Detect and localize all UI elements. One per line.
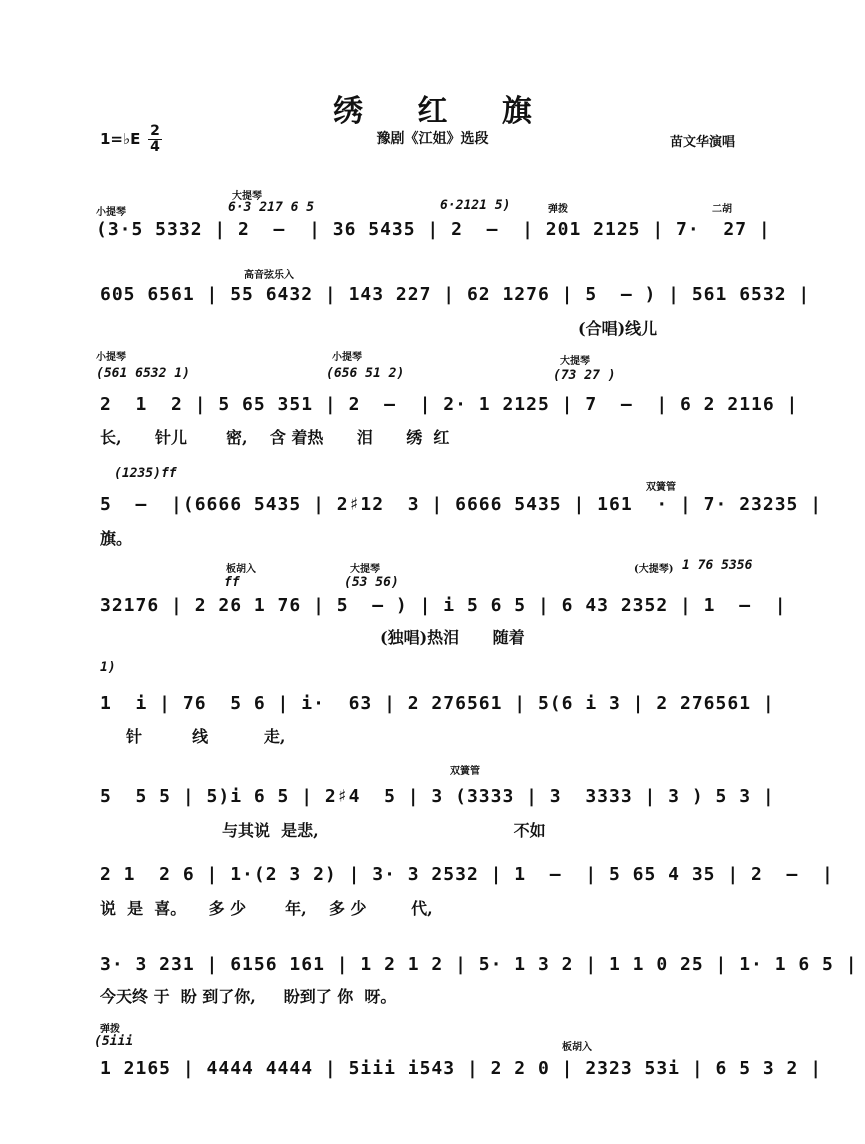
ornament-line: (53 56) — [344, 575, 399, 590]
notation-line: 1 i | 76 5 6 | i· 63 | 2 276561 | 5(6 i 3 | 2 276561 | — [100, 693, 775, 714]
ornament-line: (73 27 ) — [553, 368, 616, 383]
notation-line: 2 1 2 6 | 1·(2 3 2) | 3· 3 2532 | 1 – | 5 65 4 35 | 2 – | — [100, 864, 834, 885]
ornament-line: (1235)ff — [114, 466, 177, 481]
instrument-cue: 双簧管 — [646, 482, 676, 493]
subtitle: 豫剧《江姐》选段 — [376, 131, 489, 147]
instrument-cue: 弹拨 — [100, 1024, 120, 1035]
lyrics-line: 与其说 是悲, 不如 — [222, 821, 546, 840]
instrument-cue: 高音弦乐入 — [244, 270, 294, 281]
ornament-line: (561 6532 1) — [96, 366, 190, 381]
lyrics-line: 今天终 于 盼 到了你, 盼到了 你 呀。 — [100, 987, 397, 1006]
instrument-cue: 小提琴 — [96, 207, 126, 218]
time-signature-bottom: 4 — [148, 139, 162, 155]
key-signature: 1=♭E — [100, 130, 141, 148]
instrument-cue: 二胡 — [712, 204, 732, 215]
notation-line: 5 – |(6666 5435 | 2♯12 3 | 6666 5435 | 161 · | 7· 23235 | — [100, 494, 823, 515]
instrument-cue: 双簧管 — [450, 766, 480, 777]
instrument-cue: 板胡入 — [562, 1042, 592, 1053]
instrument-cue: 弹拨 — [548, 204, 568, 215]
notation-line: (3·5 5332 | 2 – | 36 5435 | 2 – | 201 2125 | 7· 27 | — [96, 219, 771, 240]
song-title: 绣 红 旗 — [333, 94, 554, 129]
instrument-cue: (大提琴) — [634, 564, 674, 575]
lyrics-line: 旗。 — [100, 529, 133, 548]
ornament-line: (5iii — [94, 1034, 134, 1049]
notation-line: 2 1 2 | 5 65 351 | 2 – | 2· 1 2125 | 7 – | 6 2 2116 | — [100, 394, 799, 415]
lyrics-line: (独唱)热泪 随着 — [380, 628, 525, 647]
notation-line: 32176 | 2 26 1 76 | 5 – ) | i 5 6 5 | 6 43 2352 | 1 – | — [100, 595, 787, 616]
time-signature-top: 2 — [150, 123, 160, 139]
performer-credit: 苗文华演唱 — [670, 135, 736, 150]
lyrics-line: 长, 针儿 密, 含 着热 泪 绣 红 — [100, 428, 450, 447]
lyrics-line: (合唱)线儿 — [578, 319, 658, 338]
ornament-line: ff — [224, 575, 240, 590]
instrument-cue: 小提琴 — [96, 352, 126, 363]
ornament-line: 6·2121 5) — [440, 198, 511, 213]
notation-line: 605 6561 | 55 6432 | 143 227 | 62 1276 | 5 – ) | 561 6532 | — [100, 284, 811, 305]
lyrics-line: 针 线 走, — [126, 727, 286, 746]
instrument-cue: 大提琴 — [232, 191, 262, 202]
ornament-line: 1 76 5356 — [682, 558, 753, 573]
lyrics-line: 说 是 喜。 多 少 年, 多 少 代, — [100, 899, 433, 918]
notation-line: 1 2165 | 4444 4444 | 5iii i543 | 2 2 0 | 2323 53i | 6 5 3 2 | — [100, 1058, 823, 1079]
instrument-cue: 小提琴 — [332, 352, 362, 363]
ornament-line: 1) — [100, 660, 116, 675]
instrument-cue: 板胡入 — [226, 564, 256, 575]
notation-line: 5 5 5 | 5)i 6 5 | 2♯4 5 | 3 (3333 | 3 3333 | 3 ) 5 3 | — [100, 786, 775, 807]
instrument-cue: 大提琴 — [560, 356, 590, 367]
ornament-line: (656 51 2) — [326, 366, 405, 381]
ornament-line: 6·3 217 6 5 — [228, 200, 315, 215]
notation-line: 3· 3 231 | 6156 161 | 1 2 1 2 | 5· 1 3 2 | 1 1 0 25 | 1· 1 6 5 | — [100, 954, 858, 975]
instrument-cue: 大提琴 — [350, 564, 380, 575]
